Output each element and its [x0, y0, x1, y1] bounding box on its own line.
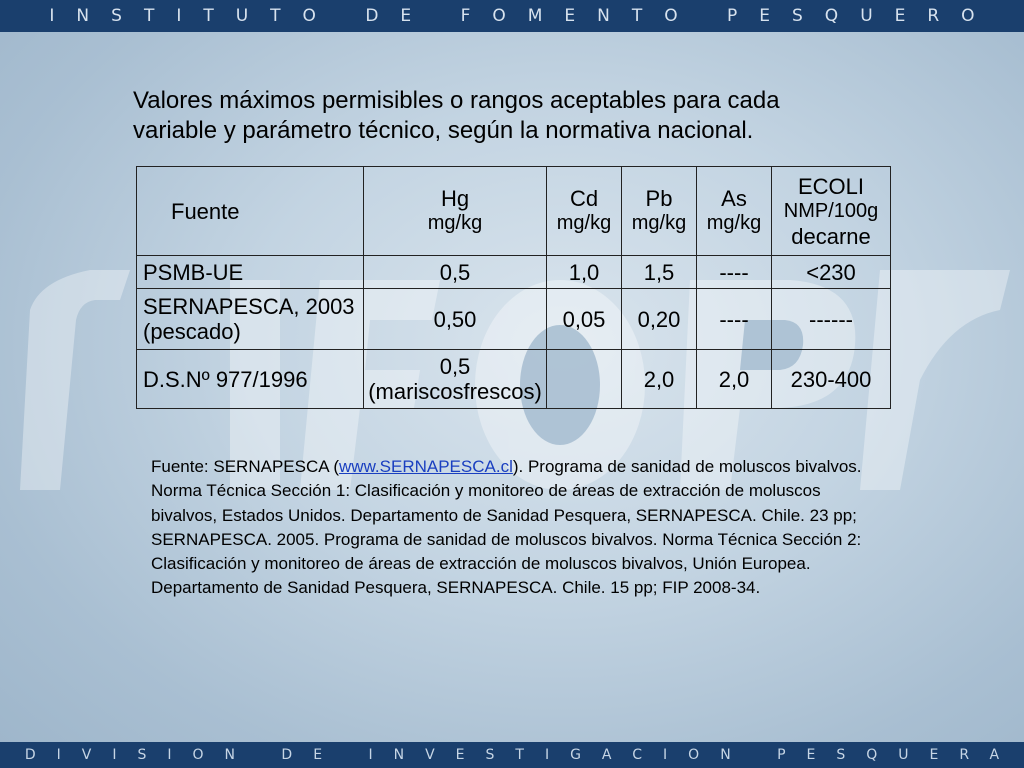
- cell-hg: 0,5: [364, 256, 547, 289]
- limits-table: [136, 166, 891, 409]
- cell-pb: 2,0: [622, 350, 697, 409]
- division-title: DIVISION DE INVESTIGACION PESQUERA: [24, 747, 1021, 763]
- cell-hg: 0,5 (mariscosfrescos): [364, 350, 547, 409]
- cell-ecoli: ------: [772, 289, 891, 350]
- cell-ecoli: <230: [772, 256, 891, 289]
- table-row: [137, 350, 891, 409]
- sernapesca-link[interactable]: www.SERNAPESCA.cl: [339, 457, 513, 476]
- cell-fuente: PSMB-UE: [137, 256, 364, 289]
- header-ecoli: ECOLI NMP/100g decarne: [772, 167, 891, 256]
- header-fuente: Fuente: [137, 167, 364, 256]
- page-title: Valores máximos permisibles o rangos aceptables para cada variable y parámetro técnico, según la normativa nacional.: [133, 87, 780, 144]
- cell-hg: 0,50: [364, 289, 547, 350]
- header-pb: Pb mg/kg: [622, 167, 697, 256]
- cell-pb: 0,20: [622, 289, 697, 350]
- source-citation: Fuente: SERNAPESCA (www.SERNAPESCA.cl). Programa de sanidad de moluscos bivalvos. Norma Técnica Sección 1: Clasificación y monitoreo de áreas de extracción de moluscos bivalvos, Estados Unidos. Departamento de Sanidad Pesquera, SERNAPESCA. Chile. 23 pp; SERNAPESCA. 2005. Programa de sanidad de moluscos bivalvos. Norma Técnica Sección 2: Clasificación y monitoreo de áreas de extracción de moluscos bivalvos, Unión Europea. Departamento de Sanidad Pesquera, SERNAPESCA. Chile. 15 pp; FIP 2008-34.: [151, 457, 862, 598]
- footer-bar: [0, 742, 1024, 768]
- table-header-row: [137, 167, 891, 256]
- header-bar: [0, 0, 1024, 32]
- cell-as: 2,0: [697, 350, 772, 409]
- cell-ecoli: 230-400: [772, 350, 891, 409]
- table-row: [137, 289, 891, 350]
- header-as: As mg/kg: [697, 167, 772, 256]
- cell-fuente: D.S.Nº 977/1996: [137, 350, 364, 409]
- cell-as: ----: [697, 256, 772, 289]
- cell-fuente: SERNAPESCA, 2003 (pescado): [137, 289, 364, 350]
- cell-cd: 0,05: [547, 289, 622, 350]
- cell-pb: 1,5: [622, 256, 697, 289]
- cell-cd: [547, 350, 622, 409]
- cell-cd: 1,0: [547, 256, 622, 289]
- watermark-shape-1: [20, 270, 130, 490]
- header-cd: Cd mg/kg: [547, 167, 622, 256]
- institution-title: INSTITUTO DE FOMENTO PESQUERO: [49, 6, 997, 26]
- header-hg: Hg mg/kg: [364, 167, 547, 256]
- table-row: [137, 256, 891, 289]
- cell-as: ----: [697, 289, 772, 350]
